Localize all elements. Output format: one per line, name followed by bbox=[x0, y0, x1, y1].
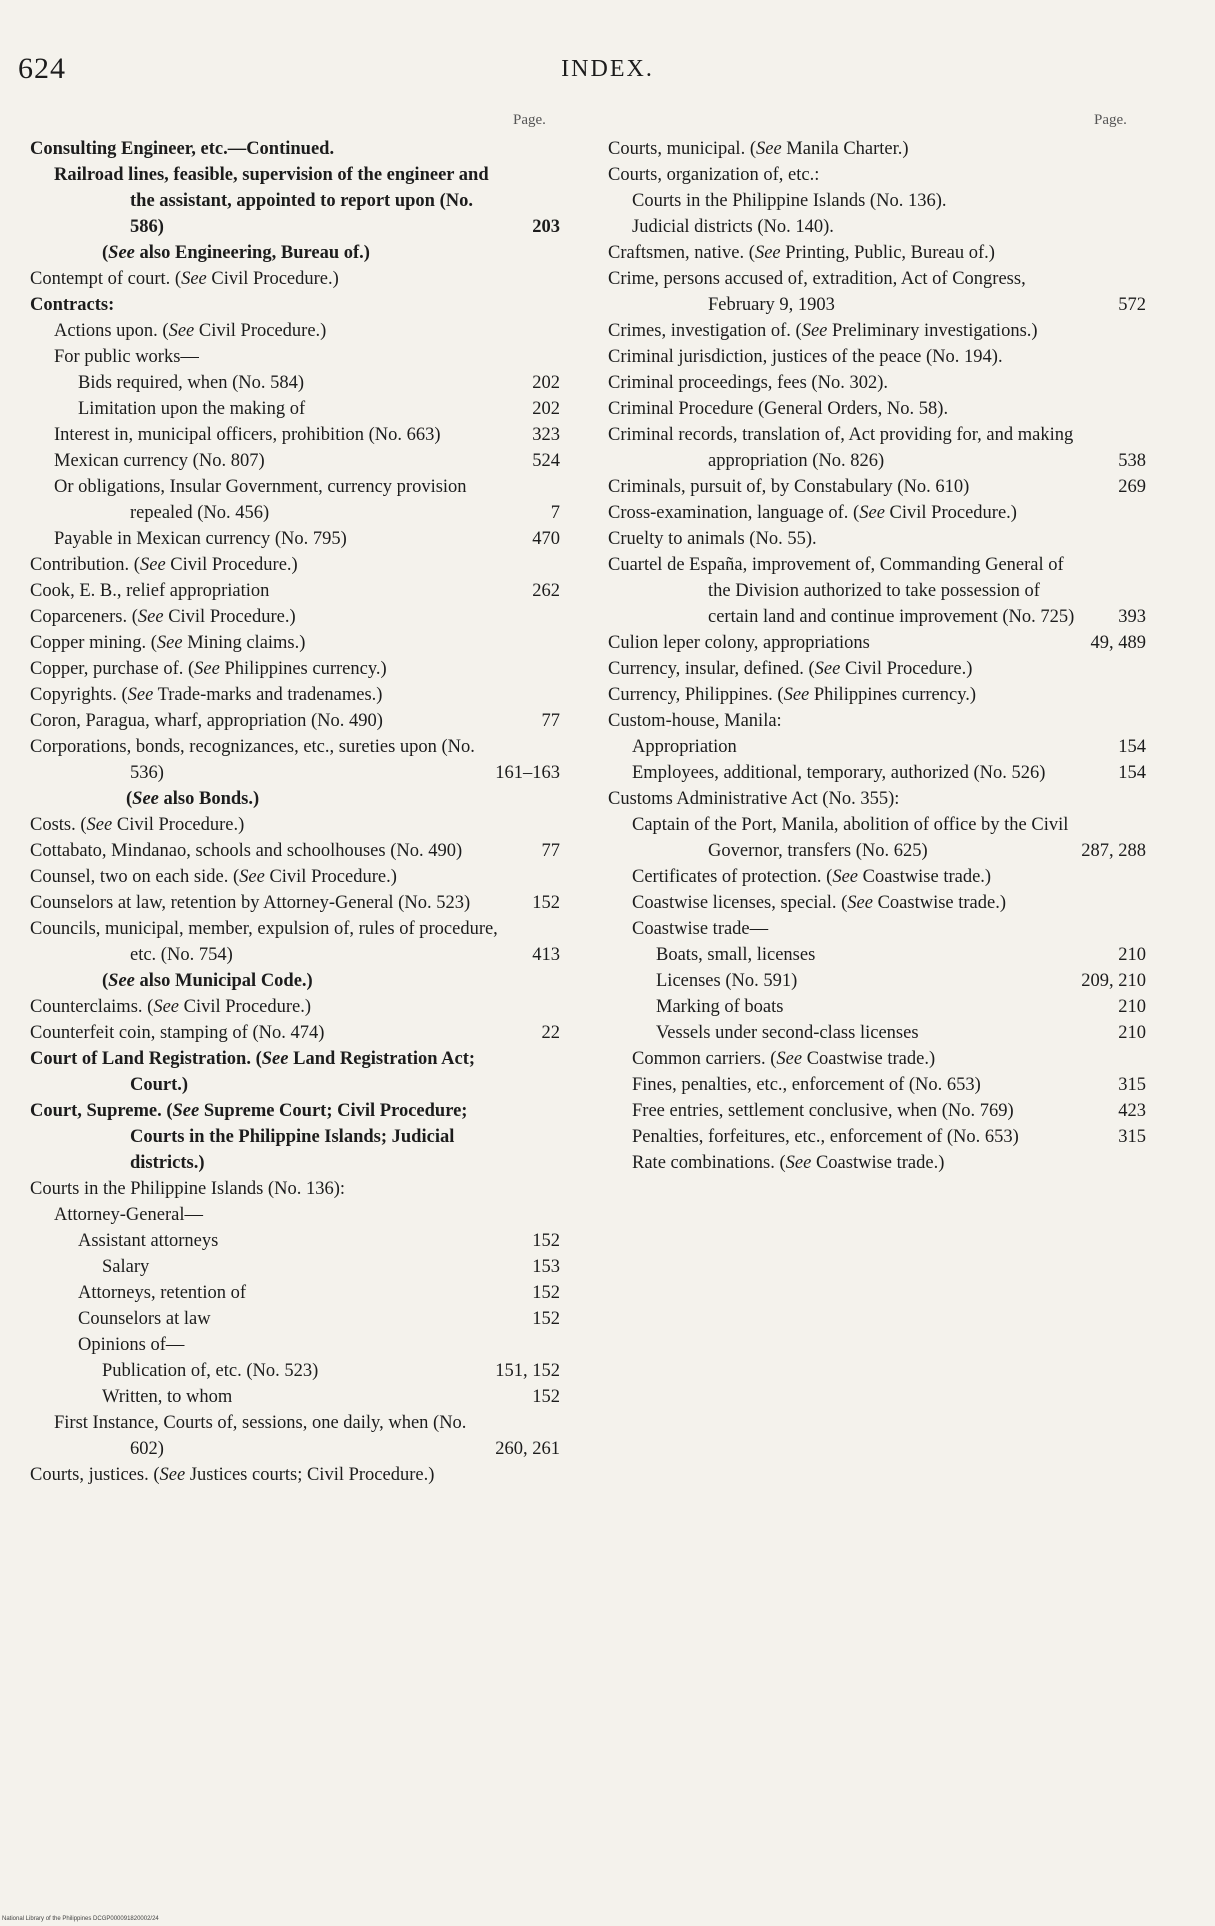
index-entry bbox=[608, 1020, 1146, 1046]
see-reference: See bbox=[172, 1101, 200, 1121]
index-entry bbox=[30, 1280, 560, 1306]
index-entry bbox=[30, 162, 560, 240]
see-reference: See bbox=[127, 685, 154, 705]
index-entry-text: Currency, insular, defined. (See Civil Procedure.) bbox=[608, 659, 973, 679]
index-entry bbox=[30, 1228, 560, 1254]
index-entry bbox=[30, 318, 560, 344]
see-reference: See bbox=[814, 659, 841, 679]
index-entry bbox=[608, 682, 1146, 708]
index-entry-page: 269 bbox=[1118, 477, 1146, 497]
index-entry-text: Criminal Procedure (General Orders, No. 58). bbox=[608, 399, 949, 419]
index-entry-text: Courts, justices. (See Justices courts; Civil Procedure.) bbox=[30, 1465, 435, 1485]
index-entry bbox=[30, 604, 560, 630]
index-entry bbox=[608, 1098, 1146, 1124]
index-entry-text: Railroad lines, feasible, supervision of the engineer and the assistant, appointed to report upon (No. 586) bbox=[54, 165, 489, 237]
index-entry bbox=[30, 240, 560, 266]
index-entry-text: Limitation upon the making of bbox=[78, 399, 306, 419]
index-entry bbox=[30, 1306, 560, 1332]
see-reference: See bbox=[832, 867, 859, 887]
index-entry-text: Culion leper colony, appropriations bbox=[608, 633, 870, 653]
index-entry-text: Contracts: bbox=[30, 295, 115, 315]
index-entry-page: 210 bbox=[1118, 1023, 1146, 1043]
see-reference: See bbox=[261, 1049, 289, 1069]
index-entry-text: Costs. (See Civil Procedure.) bbox=[30, 815, 245, 835]
index-entry-page: 154 bbox=[1118, 737, 1146, 757]
index-entry-page: 315 bbox=[1118, 1127, 1146, 1147]
see-reference: See bbox=[139, 555, 166, 575]
right-page-column-label: Page. bbox=[1094, 112, 1127, 128]
right-index-column bbox=[608, 136, 1146, 1176]
index-entry bbox=[608, 240, 1146, 266]
index-entry bbox=[608, 396, 1146, 422]
see-reference: See bbox=[168, 321, 195, 341]
index-entry-page: 203 bbox=[532, 217, 560, 237]
index-entry bbox=[30, 526, 560, 552]
index-entry bbox=[30, 656, 560, 682]
index-entry bbox=[30, 266, 560, 292]
index-entry-text: Payable in Mexican currency (No. 795) bbox=[54, 529, 347, 549]
index-entry bbox=[30, 552, 560, 578]
index-entry bbox=[608, 500, 1146, 526]
index-entry bbox=[608, 214, 1146, 240]
index-entry bbox=[30, 422, 560, 448]
index-entry bbox=[608, 552, 1146, 630]
index-entry-text: (See also Municipal Code.) bbox=[102, 971, 313, 991]
index-entry bbox=[608, 162, 1146, 188]
index-entry bbox=[608, 968, 1146, 994]
index-entry bbox=[30, 1384, 560, 1410]
index-entry-text: Court, Supreme. (See Supreme Court; Civil Procedure; Courts in the Philippine Islands; Judicial districts.) bbox=[30, 1101, 468, 1173]
index-entry-page: 161–163 bbox=[495, 763, 560, 783]
index-entry-text: Licenses (No. 591) bbox=[656, 971, 798, 991]
index-entry bbox=[608, 266, 1146, 318]
index-entry bbox=[30, 136, 560, 162]
left-index-column bbox=[30, 136, 560, 1488]
index-entry-text: Customs Administrative Act (No. 355): bbox=[608, 789, 900, 809]
index-entry-text: Criminal jurisdiction, justices of the peace (No. 194). bbox=[608, 347, 1003, 367]
index-entry-page: 152 bbox=[532, 1231, 560, 1251]
index-entry-text: Counselors at law bbox=[78, 1309, 211, 1329]
index-entry-page: 393 bbox=[1118, 607, 1146, 627]
index-entry bbox=[30, 864, 560, 890]
index-entry-page: 323 bbox=[532, 425, 560, 445]
index-entry-text: Free entries, settlement conclusive, when (No. 769) bbox=[632, 1101, 1014, 1121]
index-entry-text: Rate combinations. (See Coastwise trade.) bbox=[632, 1153, 945, 1173]
index-entry-text: Captain of the Port, Manila, abolition of office by the Civil Governor, transfers (No. 625) bbox=[632, 815, 1069, 861]
index-entry bbox=[30, 1020, 560, 1046]
index-entry-page: 572 bbox=[1118, 295, 1146, 315]
index-entry-text: Opinions of— bbox=[78, 1335, 185, 1355]
index-entry bbox=[608, 318, 1146, 344]
index-entry-text: Fines, penalties, etc., enforcement of (No. 653) bbox=[632, 1075, 981, 1095]
index-entry-text: Custom-house, Manila: bbox=[608, 711, 782, 731]
see-reference: See bbox=[755, 139, 782, 159]
index-entry-page: 413 bbox=[532, 945, 560, 965]
index-entry-text: Boats, small, licenses bbox=[656, 945, 816, 965]
index-entry-text: Coron, Paragua, wharf, appropriation (No. 490) bbox=[30, 711, 383, 731]
index-entry bbox=[608, 526, 1146, 552]
index-entry bbox=[30, 994, 560, 1020]
index-entry-text: Counselors at law, retention by Attorney-General (No. 523) bbox=[30, 893, 471, 913]
index-entry bbox=[30, 1462, 560, 1488]
footer-attribution: National Library of the Philippines DCGP000091820002/24 bbox=[2, 1916, 159, 1922]
index-entry bbox=[608, 1072, 1146, 1098]
index-entry bbox=[30, 734, 560, 786]
index-entry-page: 423 bbox=[1118, 1101, 1146, 1121]
index-entry-page: 154 bbox=[1118, 763, 1146, 783]
see-reference: See bbox=[847, 893, 873, 913]
index-entry-text: Contribution. (See Civil Procedure.) bbox=[30, 555, 298, 575]
index-entry bbox=[608, 1046, 1146, 1072]
index-entry-text: Cottabato, Mindanao, schools and schoolhouses (No. 490) bbox=[30, 841, 463, 861]
see-reference: See bbox=[801, 321, 828, 341]
index-entry-page: 152 bbox=[532, 1283, 560, 1303]
index-entry-text: Employees, additional, temporary, authorized (No. 526) bbox=[632, 763, 1046, 783]
index-entry bbox=[608, 188, 1146, 214]
index-entry bbox=[30, 630, 560, 656]
index-entry-text: Copper, purchase of. (See Philippines currency.) bbox=[30, 659, 387, 679]
index-entry bbox=[30, 474, 560, 526]
index-entry bbox=[30, 1098, 560, 1176]
index-entry-text: Consulting Engineer, etc.—Continued. bbox=[30, 139, 335, 159]
index-entry-text: Bids required, when (No. 584) bbox=[78, 373, 305, 393]
index-entry-text: Courts, municipal. (See Manila Charter.) bbox=[608, 139, 909, 159]
index-entry bbox=[608, 656, 1146, 682]
see-reference: See bbox=[783, 685, 810, 705]
index-entry-text: Contempt of court. (See Civil Procedure.) bbox=[30, 269, 339, 289]
index-entry bbox=[30, 1046, 560, 1098]
index-entry bbox=[30, 682, 560, 708]
index-entry bbox=[30, 916, 560, 968]
index-entry bbox=[30, 396, 560, 422]
index-entry-text: Marking of boats bbox=[656, 997, 784, 1017]
index-entry-text: Assistant attorneys bbox=[78, 1231, 219, 1251]
see-reference: See bbox=[153, 997, 179, 1017]
page-title: INDEX. bbox=[561, 56, 654, 82]
index-entry-text: Courts in the Philippine Islands (No. 136). bbox=[632, 191, 947, 211]
index-entry bbox=[30, 968, 560, 994]
see-reference: See bbox=[776, 1049, 803, 1069]
index-entry-page: 49, 489 bbox=[1090, 633, 1146, 653]
index-entry bbox=[608, 786, 1146, 812]
index-entry bbox=[30, 1358, 560, 1384]
index-entry-text: Actions upon. (See Civil Procedure.) bbox=[54, 321, 327, 341]
index-entry-text: Crimes, investigation of. (See Preliminary investigations.) bbox=[608, 321, 1038, 341]
page-number: 624 bbox=[18, 52, 66, 85]
index-entry-page: 210 bbox=[1118, 945, 1146, 965]
index-entry bbox=[30, 344, 560, 370]
index-entry-text: Crime, persons accused of, extradition, Act of Congress, February 9, 1903 bbox=[608, 269, 1026, 315]
index-entry bbox=[608, 734, 1146, 760]
index-entry bbox=[30, 1254, 560, 1280]
index-entry bbox=[608, 370, 1146, 396]
index-entry bbox=[608, 1150, 1146, 1176]
index-entry-page: 77 bbox=[541, 711, 560, 731]
index-entry-text: Coastwise licenses, special. (See Coastwise trade.) bbox=[632, 893, 1007, 913]
index-entry-text: (See also Engineering, Bureau of.) bbox=[102, 243, 370, 263]
index-entry bbox=[608, 864, 1146, 890]
see-reference: See bbox=[108, 243, 135, 263]
see-reference: See bbox=[194, 659, 220, 679]
index-entry-text: Court of Land Registration. (See Land Registration Act; Court.) bbox=[30, 1049, 476, 1095]
index-entry-page: 152 bbox=[532, 893, 560, 913]
index-entry bbox=[30, 578, 560, 604]
index-entry-text: Counsel, two on each side. (See Civil Procedure.) bbox=[30, 867, 397, 887]
index-entry-text: Or obligations, Insular Government, currency provision repealed (No. 456) bbox=[54, 477, 467, 523]
see-reference: See bbox=[132, 789, 159, 809]
index-entry-text: Criminal proceedings, fees (No. 302). bbox=[608, 373, 888, 393]
index-entry bbox=[608, 422, 1146, 474]
index-entry-page: 202 bbox=[532, 373, 560, 393]
index-entry bbox=[608, 916, 1146, 942]
index-entry bbox=[608, 630, 1146, 656]
see-reference: See bbox=[159, 1465, 186, 1485]
index-entry bbox=[30, 292, 560, 318]
index-entry-text: Criminals, pursuit of, by Constabulary (No. 610) bbox=[608, 477, 970, 497]
index-entry-page: 209, 210 bbox=[1081, 971, 1146, 991]
index-entry-page: 260, 261 bbox=[495, 1439, 560, 1459]
index-entry-text: Appropriation bbox=[632, 737, 737, 757]
see-reference: See bbox=[137, 607, 164, 627]
index-entry-page: 262 bbox=[532, 581, 560, 601]
index-entry-page: 524 bbox=[532, 451, 560, 471]
index-entry bbox=[30, 1202, 560, 1228]
index-entry bbox=[30, 786, 560, 812]
index-entry-text: Councils, municipal, member, expulsion of, rules of procedure, etc. (No. 754) bbox=[30, 919, 498, 965]
index-entry-page: 7 bbox=[550, 503, 560, 523]
index-entry-text: Mexican currency (No. 807) bbox=[54, 451, 265, 471]
index-entry-text: Judicial districts (No. 140). bbox=[632, 217, 834, 237]
index-entry bbox=[608, 136, 1146, 162]
index-entry-text: Counterclaims. (See Civil Procedure.) bbox=[30, 997, 312, 1017]
index-entry bbox=[30, 708, 560, 734]
index-entry-text: For public works— bbox=[54, 347, 199, 367]
index-entry-text: Corporations, bonds, recognizances, etc., sureties upon (No. 536) bbox=[30, 737, 475, 783]
index-entry bbox=[608, 1124, 1146, 1150]
index-entry-text: (See also Bonds.) bbox=[126, 789, 260, 809]
index-entry-text: Copper mining. (See Mining claims.) bbox=[30, 633, 306, 653]
index-entry bbox=[30, 1176, 560, 1202]
index-entry-page: 153 bbox=[532, 1257, 560, 1277]
see-reference: See bbox=[86, 815, 113, 835]
see-reference: See bbox=[239, 867, 265, 887]
index-entry bbox=[608, 994, 1146, 1020]
see-reference: See bbox=[108, 971, 135, 991]
index-entry-text: Cruelty to animals (No. 55). bbox=[608, 529, 817, 549]
index-entry-text: Courts, organization of, etc.: bbox=[608, 165, 820, 185]
index-entry-page: 152 bbox=[532, 1309, 560, 1329]
index-entry-page: 202 bbox=[532, 399, 560, 419]
index-entry bbox=[608, 942, 1146, 968]
index-entry bbox=[608, 760, 1146, 786]
index-entry-page: 538 bbox=[1118, 451, 1146, 471]
index-entry-text: Vessels under second-class licenses bbox=[656, 1023, 919, 1043]
see-reference: See bbox=[859, 503, 885, 523]
see-reference: See bbox=[156, 633, 183, 653]
index-entry-text: Cuartel de España, improvement of, Commanding General of the Division authorized to take possession of certain land and continue improvement (No. 725) bbox=[608, 555, 1075, 627]
page-header bbox=[0, 52, 1215, 92]
index-entry-page: 470 bbox=[532, 529, 560, 549]
index-entry-text: Courts in the Philippine Islands (No. 136): bbox=[30, 1179, 345, 1199]
index-entry bbox=[30, 370, 560, 396]
index-entry-page: 151, 152 bbox=[495, 1361, 560, 1381]
index-entry-page: 315 bbox=[1118, 1075, 1146, 1095]
index-entry-text: Coastwise trade— bbox=[632, 919, 769, 939]
index-entry bbox=[608, 344, 1146, 370]
index-entry bbox=[608, 708, 1146, 734]
index-entry-text: Cook, E. B., relief appropriation bbox=[30, 581, 270, 601]
see-reference: See bbox=[785, 1153, 812, 1173]
index-entry-text: Publication of, etc. (No. 523) bbox=[102, 1361, 319, 1381]
index-entry-page: 152 bbox=[532, 1387, 560, 1407]
index-entry-page: 22 bbox=[541, 1023, 560, 1043]
see-reference: See bbox=[754, 243, 781, 263]
index-entry-text: Coparceners. (See Civil Procedure.) bbox=[30, 607, 296, 627]
index-entry-text: Criminal records, translation of, Act providing for, and making appropriation (No. 826) bbox=[608, 425, 1074, 471]
index-entry bbox=[608, 890, 1146, 916]
index-entry-text: Currency, Philippines. (See Philippines currency.) bbox=[608, 685, 977, 705]
index-entry-text: Salary bbox=[102, 1257, 150, 1277]
index-entry-page: 287, 288 bbox=[1081, 841, 1146, 861]
index-entry bbox=[30, 838, 560, 864]
index-entry-text: Copyrights. (See Trade-marks and tradenames.) bbox=[30, 685, 383, 705]
index-entry-text: Common carriers. (See Coastwise trade.) bbox=[632, 1049, 936, 1069]
index-entry-text: Written, to whom bbox=[102, 1387, 233, 1407]
index-entry bbox=[30, 890, 560, 916]
index-entry-page: 210 bbox=[1118, 997, 1146, 1017]
index-entry bbox=[30, 812, 560, 838]
index-entry bbox=[30, 1410, 560, 1462]
index-entry-page: 77 bbox=[541, 841, 560, 861]
index-entry bbox=[608, 474, 1146, 500]
index-entry bbox=[30, 1332, 560, 1358]
see-reference: See bbox=[181, 269, 207, 289]
index-entry-text: Counterfeit coin, stamping of (No. 474) bbox=[30, 1023, 325, 1043]
index-entry-text: Interest in, municipal officers, prohibition (No. 663) bbox=[54, 425, 441, 445]
index-entry-text: Cross-examination, language of. (See Civil Procedure.) bbox=[608, 503, 1017, 523]
index-entry bbox=[30, 448, 560, 474]
index-entry-text: Craftsmen, native. (See Printing, Public, Bureau of.) bbox=[608, 243, 995, 263]
index-entry-text: Attorneys, retention of bbox=[78, 1283, 246, 1303]
index-entry-text: First Instance, Courts of, sessions, one daily, when (No. 602) bbox=[54, 1413, 467, 1459]
index-entry-text: Penalties, forfeitures, etc., enforcement of (No. 653) bbox=[632, 1127, 1019, 1147]
index-entry-text: Certificates of protection. (See Coastwise trade.) bbox=[632, 867, 992, 887]
index-entry bbox=[608, 812, 1146, 864]
left-page-column-label: Page. bbox=[513, 112, 546, 128]
index-entry-text: Attorney-General— bbox=[54, 1205, 203, 1225]
